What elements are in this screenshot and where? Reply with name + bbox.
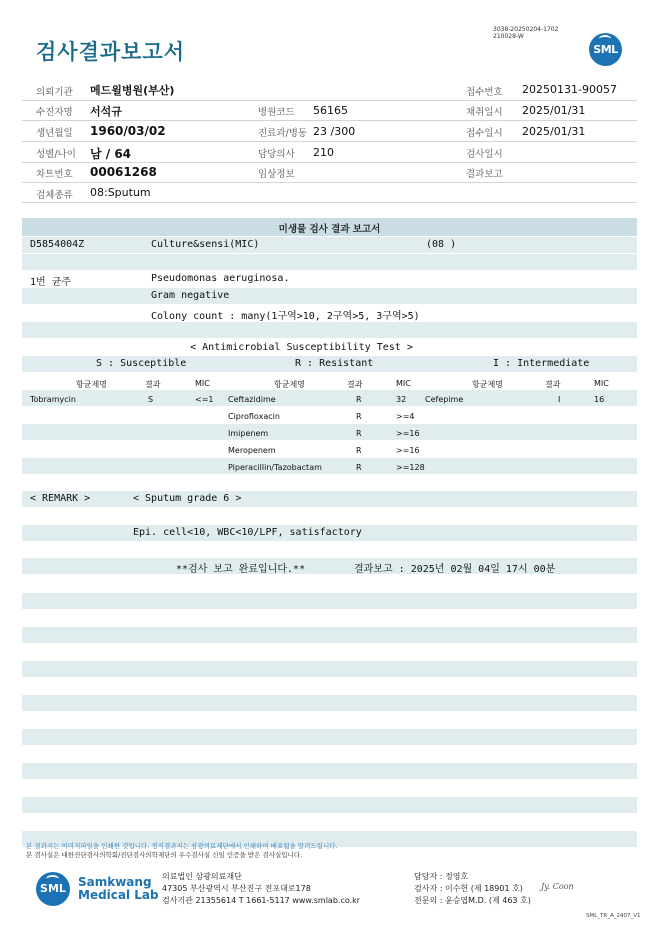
drug-name: Meropenem — [228, 446, 276, 455]
remark-label: < REMARK > — [30, 493, 91, 504]
hospital-code-value: 56165 — [313, 104, 348, 117]
staff-3: 전문의 : 윤승엽M.D. (제 463 호) — [414, 896, 531, 905]
col-mic-3: MIC — [594, 379, 609, 388]
col-mic-2: MIC — [396, 379, 411, 388]
drug-mic: 16 — [594, 395, 605, 404]
report-time: 결과보고 : 2025년 02월 04일 17시 00분 — [354, 564, 556, 575]
complete-text: **검사 보고 완료입니다.** — [176, 564, 306, 575]
doctor-label: 담당의사 — [258, 149, 295, 160]
col-result-1: 결과 — [145, 380, 161, 389]
clinical-label: 임상정보 — [258, 169, 295, 180]
drug-name: Imipenem — [228, 429, 269, 438]
org-name: 의료법인 삼광의료재단 — [162, 872, 242, 881]
remark-text: Epi. cell<10, WBC<10/LPF, satisfactory — [133, 527, 362, 538]
report-code-line-2: 210028-W — [493, 33, 524, 40]
col-mic-1: MIC — [195, 379, 210, 388]
drug-result: R — [356, 395, 362, 404]
col-drug-3: 항균제명 — [472, 380, 503, 389]
drug-result: S — [148, 395, 154, 404]
drug-mic: 32 — [396, 395, 407, 404]
footer-note-2: 본 검사실은 대한진단검사의학회/진단검사의학재단의 우수검사실 신임 인증을 받은 검사실입니다. — [26, 851, 303, 859]
org-address: 47305 부산광역시 부산진구 전포대로178 — [162, 884, 311, 893]
receipt-no-label: 접수번호 — [466, 87, 503, 98]
legend-intermediate: I : Intermediate — [493, 358, 590, 369]
drug-name: Tobramycin — [30, 395, 76, 404]
hospital-code-label: 병원코드 — [258, 107, 295, 118]
specimen-value: 08:Sputum — [90, 186, 151, 199]
drug-result: I — [558, 395, 561, 404]
drug-name: Ciprofloxacin — [228, 412, 280, 421]
drug-result: R — [356, 446, 362, 455]
colony-count: Colony count : many(1구역>10, 2구역>5, 3구역>5) — [151, 311, 420, 322]
col-drug-1: 항균제명 — [76, 380, 107, 389]
name-value: 서석규 — [90, 105, 122, 118]
brand-line-2: Medical Lab — [78, 888, 159, 902]
dept-value: 23 /300 — [313, 125, 356, 138]
drug-result: R — [356, 412, 362, 421]
sex-age-value: 남 / 64 — [90, 147, 132, 161]
legend-resistant: R : Resistant — [295, 358, 374, 369]
staff-2: 검사자 : 이수헌 (제 18901 호) — [414, 884, 523, 893]
institution-label: 의뢰기관 — [36, 87, 73, 98]
sml-logo: SML — [589, 33, 622, 66]
col-result-2: 결과 — [347, 380, 363, 389]
org-contact: 검사기관 21355614 T 1661-5117 www.smlab.co.kr — [162, 896, 361, 905]
footer-brand — [78, 876, 159, 902]
collect-date-label: 채취일시 — [466, 107, 503, 118]
drug-name: Cefepime — [425, 395, 464, 404]
staff-1: 담당자 : 정영호 — [414, 872, 469, 881]
footer-org — [162, 871, 360, 907]
receipt-date-value: 2025/01/31 — [522, 125, 586, 138]
isolate-label: 1번 균주 — [30, 277, 72, 288]
page-title: 검사결과보고서 — [36, 40, 186, 64]
gram-stain: Gram negative — [151, 290, 230, 301]
birth-value: 1960/03/02 — [90, 124, 166, 138]
test-sub: (08 ) — [426, 239, 457, 250]
report-code — [493, 26, 558, 40]
drug-name: Piperacillin/Tazobactam — [228, 463, 322, 472]
drug-result: R — [356, 463, 362, 472]
drug-mic: >=128 — [396, 463, 425, 472]
name-label: 수진자명 — [36, 107, 73, 118]
sml-footer-logo: SML — [36, 872, 70, 906]
drug-result: R — [356, 429, 362, 438]
form-code: SML_TR_A_2407_V1 — [586, 913, 641, 919]
sex-age-label: 성별/나이 — [36, 149, 76, 160]
report-code-line-1: 3038-20250204-1702 — [493, 26, 559, 33]
footer-note-1: 본 결과지는 이미지파일을 인쇄한 것입니다. 정식결과지는 삼광의료재단에서 인쇄하여 배포됨을 알려드립니다. — [26, 842, 338, 850]
drug-mic: >=16 — [396, 446, 420, 455]
drug-mic: <=1 — [195, 395, 214, 404]
organism-name: Pseudomonas aeruginosa. — [151, 273, 290, 284]
dept-label: 진료과/병동 — [258, 128, 308, 139]
specimen-label: 검체종류 — [36, 190, 73, 201]
col-drug-2: 항균제명 — [274, 380, 305, 389]
report-label: 결과보고 — [466, 169, 503, 180]
birth-label: 생년월일 — [36, 128, 73, 139]
receipt-no-value: 20250131-90057 — [522, 83, 617, 96]
drug-name: Ceftazidime — [228, 395, 276, 404]
ast-title: < Antimicrobial Susceptibility Test > — [190, 342, 413, 353]
signature: Jy. Coon — [541, 882, 574, 891]
col-result-3: 결과 — [545, 380, 561, 389]
legend-susceptible: S : Susceptible — [96, 358, 187, 369]
drug-mic: >=16 — [396, 429, 420, 438]
test-code: D5854004Z — [30, 239, 85, 250]
footer-staff — [414, 871, 531, 907]
brand-line-1: Samkwang — [78, 875, 152, 889]
remark-grade: < Sputum grade 6 > — [133, 493, 242, 504]
section-title: 미생물 검사 결과 보고서 — [278, 224, 381, 235]
chart-no-value: 00061268 — [90, 165, 157, 179]
chart-no-label: 차트번호 — [36, 169, 73, 180]
drug-mic: >=4 — [396, 412, 415, 421]
doctor-value: 210 — [313, 146, 334, 159]
collect-date-value: 2025/01/31 — [522, 104, 586, 117]
institution-value: 메드윌병원(부산) — [90, 84, 175, 97]
receipt-date-label: 접수일시 — [466, 128, 503, 139]
test-date-label: 검사일시 — [466, 149, 503, 160]
test-name: Culture&sensi(MIC) — [151, 239, 260, 250]
